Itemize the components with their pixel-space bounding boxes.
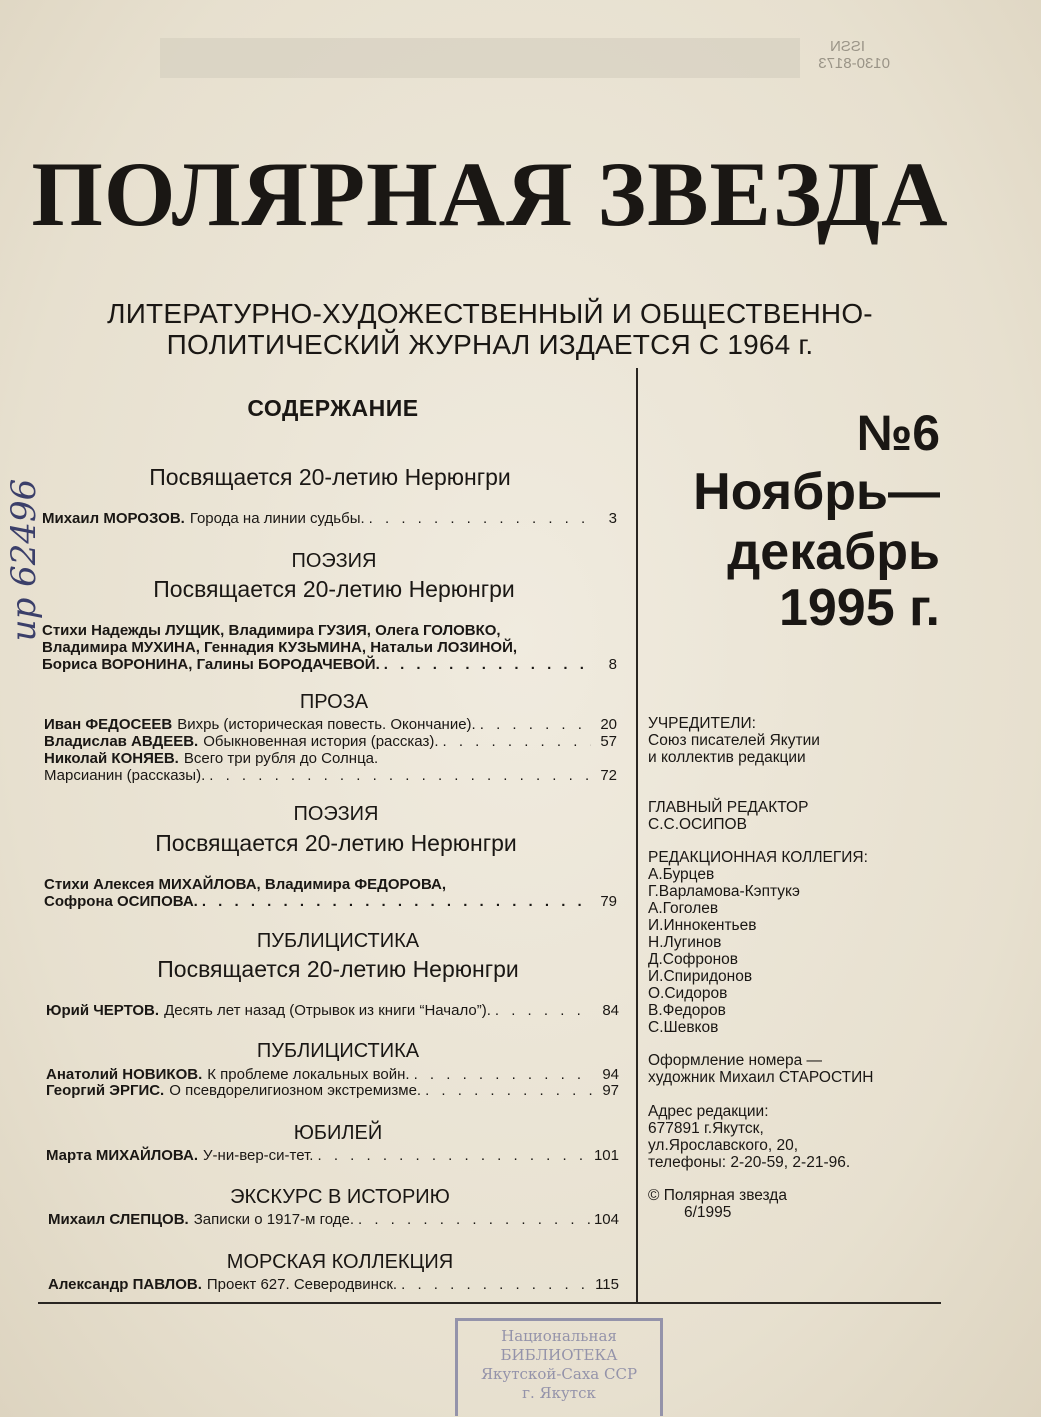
toc-entry[interactable] bbox=[44, 733, 617, 750]
entry-work: Вихрь (историческая повесть. Окончание). bbox=[177, 716, 476, 733]
entry-line: Стихи Алексея МИХАЙЛОВА, Владимира ФЕДОРОВА, bbox=[44, 876, 447, 893]
founders-label: УЧРЕДИТЕЛИ: bbox=[648, 715, 756, 732]
entry-line: Бориса ВОРОНИНА, Галины БОРОДАЧЕВОЙ. bbox=[42, 656, 380, 673]
entry-work: К проблеме локальных войн. bbox=[207, 1066, 410, 1083]
entry-line: Владимира МУХИНА, Геннадия КУЗЬМИНА, Натальи ЛОЗИНОЙ, bbox=[42, 639, 518, 656]
board-member: И.Спиридонов bbox=[648, 968, 753, 985]
leader-dots bbox=[495, 1002, 593, 1019]
section-title: ЮБИЛЕЙ bbox=[293, 1122, 383, 1144]
entry-work: О псевдорелигиозном экстремизме. bbox=[169, 1082, 422, 1099]
copyright-block bbox=[648, 1187, 938, 1221]
entry-work: Города на линии судьбы. bbox=[189, 510, 365, 527]
stamp-line: Якутской-Саха ССР bbox=[480, 1365, 638, 1383]
toc-entry[interactable] bbox=[46, 1082, 619, 1099]
issue-months-line-1: Ноябрь— bbox=[693, 463, 940, 521]
toc-entry[interactable] bbox=[44, 716, 617, 733]
toc-entry[interactable] bbox=[44, 750, 617, 784]
leader-dots bbox=[317, 1147, 589, 1164]
toc-entry[interactable] bbox=[48, 1211, 619, 1228]
entry-line: Стихи Надежды ЛУЩИК, Владимира ГУЗИЯ, Олега ГОЛОВКО, bbox=[42, 622, 501, 639]
handwritten-code: ир 62496 bbox=[4, 478, 44, 642]
board-member: Д.Софронов bbox=[648, 951, 739, 968]
founders-block bbox=[648, 715, 938, 766]
entry-work: Записки о 1917-м годе. bbox=[193, 1211, 355, 1228]
entry-page: 94 bbox=[602, 1066, 619, 1083]
entry-page: 79 bbox=[600, 893, 617, 910]
entry-page: 84 bbox=[602, 1002, 619, 1019]
board-member: Г.Варламова-Кэптукэ bbox=[648, 883, 800, 900]
address-line: ул.Ярославского, 20, bbox=[648, 1137, 799, 1154]
entry-page: 97 bbox=[602, 1082, 619, 1099]
entry-page: 104 bbox=[593, 1211, 619, 1228]
toc-entry[interactable] bbox=[42, 510, 617, 527]
leader-dots bbox=[414, 1066, 593, 1083]
address-label: Адрес редакции: bbox=[648, 1103, 769, 1120]
copyright-issue: 6/1995 bbox=[684, 1204, 732, 1221]
entry-page: 57 bbox=[600, 733, 617, 750]
design-line: художник Михаил СТАРОСТИН bbox=[648, 1069, 874, 1086]
entry-author: Михаил СЛЕПЦОВ. bbox=[48, 1211, 189, 1228]
section-subtitle: Посвящается 20-летию Нерюнгри bbox=[153, 576, 515, 602]
section-title: ПРОЗА bbox=[299, 691, 369, 713]
section-subtitle: Посвящается 20-летию Нерюнгри bbox=[149, 464, 511, 490]
leader-dots bbox=[202, 893, 591, 910]
leader-dots bbox=[425, 1082, 593, 1099]
issn-block bbox=[818, 38, 890, 72]
entry-page: 3 bbox=[608, 510, 617, 527]
issn-number: 0130-8173 bbox=[818, 55, 890, 72]
section-subtitle: Посвящается 20-летию Нерюнгри bbox=[157, 956, 519, 982]
leader-dots bbox=[209, 767, 591, 784]
issue-number: №6 bbox=[856, 405, 940, 461]
address-line: 677891 г.Якутск, bbox=[648, 1120, 764, 1137]
entry-author: Владислав АВДЕЕВ. bbox=[44, 733, 199, 750]
section-title: ПУБЛИЦИСТИКА bbox=[256, 1040, 420, 1062]
address-block bbox=[648, 1103, 938, 1171]
entry-line: Софрона ОСИПОВА. bbox=[44, 893, 198, 910]
board-member: С.Шевков bbox=[648, 1019, 719, 1036]
board-member: А.Гоголев bbox=[648, 900, 719, 917]
copyright-line: © Полярная звезда bbox=[648, 1187, 787, 1204]
section-title: ЭКСКУРС В ИСТОРИЮ bbox=[230, 1186, 450, 1208]
entry-author: Марта МИХАЙЛОВА. bbox=[46, 1147, 199, 1164]
entry-page: 115 bbox=[595, 1276, 619, 1293]
entry-work: У-ни-вер-си-тет. bbox=[203, 1147, 314, 1164]
column-divider bbox=[636, 368, 638, 1303]
section-title: ПОЭЗИЯ bbox=[293, 803, 379, 825]
founders-line: Союз писателей Якутии bbox=[648, 732, 820, 749]
stamp-line: Национальная bbox=[501, 1327, 617, 1345]
toc-entry[interactable] bbox=[46, 1002, 619, 1019]
board-block bbox=[648, 849, 938, 1036]
address-line: телефоны: 2-20-59, 2-21-96. bbox=[648, 1154, 851, 1171]
subtitle-line-1: ЛИТЕРАТУРНО-ХУДОЖЕСТВЕННЫЙ И ОБЩЕСТВЕННО- bbox=[107, 298, 873, 329]
board-label: РЕДАКЦИОННАЯ КОЛЛЕГИЯ: bbox=[648, 849, 868, 866]
stamp-line: БИБЛИОТЕКА bbox=[500, 1346, 618, 1364]
library-stamp bbox=[455, 1318, 663, 1416]
leader-dots bbox=[358, 1211, 590, 1228]
entry-work: Проект 627. Северодвинск. bbox=[206, 1276, 398, 1293]
board-member: О.Сидоров bbox=[648, 985, 728, 1002]
entry-author: Анатолий НОВИКОВ. bbox=[46, 1066, 203, 1083]
board-member: В.Федоров bbox=[648, 1002, 726, 1019]
leader-dots bbox=[369, 510, 591, 527]
entry-author: Александр ПАВЛОВ. bbox=[48, 1276, 202, 1293]
entry-page: 8 bbox=[608, 656, 617, 673]
entry-author: Николай КОНЯЕВ. bbox=[44, 750, 179, 767]
board-member: Н.Лугинов bbox=[648, 934, 722, 951]
top-strip bbox=[160, 38, 800, 78]
toc-entry[interactable] bbox=[46, 1066, 619, 1083]
toc-heading: СОДЕРЖАНИЕ bbox=[247, 395, 419, 421]
editor-name: С.С.ОСИПОВ bbox=[648, 816, 747, 833]
design-block bbox=[648, 1052, 938, 1086]
toc-entry[interactable] bbox=[42, 622, 617, 673]
entry-page: 20 bbox=[600, 716, 617, 733]
toc-entry[interactable] bbox=[46, 1147, 619, 1164]
entry-author: Иван ФЕДОСЕЕВ bbox=[44, 716, 173, 733]
issue-months-line-2: декабрь bbox=[727, 523, 940, 581]
entry-page: 72 bbox=[600, 767, 617, 784]
board-member: А.Бурцев bbox=[648, 866, 715, 883]
bottom-rule bbox=[38, 1302, 941, 1304]
leader-dots bbox=[480, 716, 591, 733]
entry-author: Юрий ЧЕРТОВ. bbox=[46, 1002, 160, 1019]
entry-author: Михаил МОРОЗОВ. bbox=[42, 510, 185, 527]
toc-entry[interactable] bbox=[44, 876, 617, 910]
board-member: И.Иннокентьев bbox=[648, 917, 757, 934]
section-title: ПОЭЗИЯ bbox=[291, 550, 377, 572]
entry-page: 101 bbox=[593, 1147, 619, 1164]
magazine-subtitle bbox=[40, 298, 940, 360]
entry-author: Георгий ЭРГИС. bbox=[46, 1082, 165, 1099]
leader-dots bbox=[401, 1276, 591, 1293]
entry-work: Всего три рубля до Солнца. bbox=[183, 750, 379, 767]
section-title: МОРСКАЯ КОЛЛЕКЦИЯ bbox=[226, 1251, 454, 1273]
entry-work: Обыкновенная история (рассказ). bbox=[203, 733, 439, 750]
subtitle-line-2: ПОЛИТИЧЕСКИЙ ЖУРНАЛ ИЗДАЕТСЯ С 1964 г. bbox=[166, 329, 814, 360]
entry-work: Десять лет назад (Отрывок из книги “Начало”). bbox=[164, 1002, 491, 1019]
stamp-line: г. Якутск bbox=[522, 1384, 596, 1402]
toc-entry[interactable] bbox=[48, 1276, 619, 1293]
section-title: ПУБЛИЦИСТИКА bbox=[256, 930, 420, 952]
section-subtitle: Посвящается 20-летию Нерюнгри bbox=[155, 830, 517, 856]
design-line: Оформление номера — bbox=[648, 1052, 823, 1069]
leader-dots bbox=[443, 733, 591, 750]
editor-block bbox=[648, 799, 938, 833]
founders-line: и коллектив редакции bbox=[648, 749, 806, 766]
issn-label: ISSN bbox=[830, 38, 866, 55]
editor-label: ГЛАВНЫЙ РЕДАКТОР bbox=[648, 799, 809, 816]
magazine-title: ПОЛЯРНАЯ ЗВЕЗДА bbox=[31, 143, 949, 245]
leader-dots bbox=[384, 656, 591, 673]
entry-work: Марсианин (рассказы). bbox=[44, 767, 206, 784]
issue-year: 1995 г. bbox=[778, 579, 940, 637]
